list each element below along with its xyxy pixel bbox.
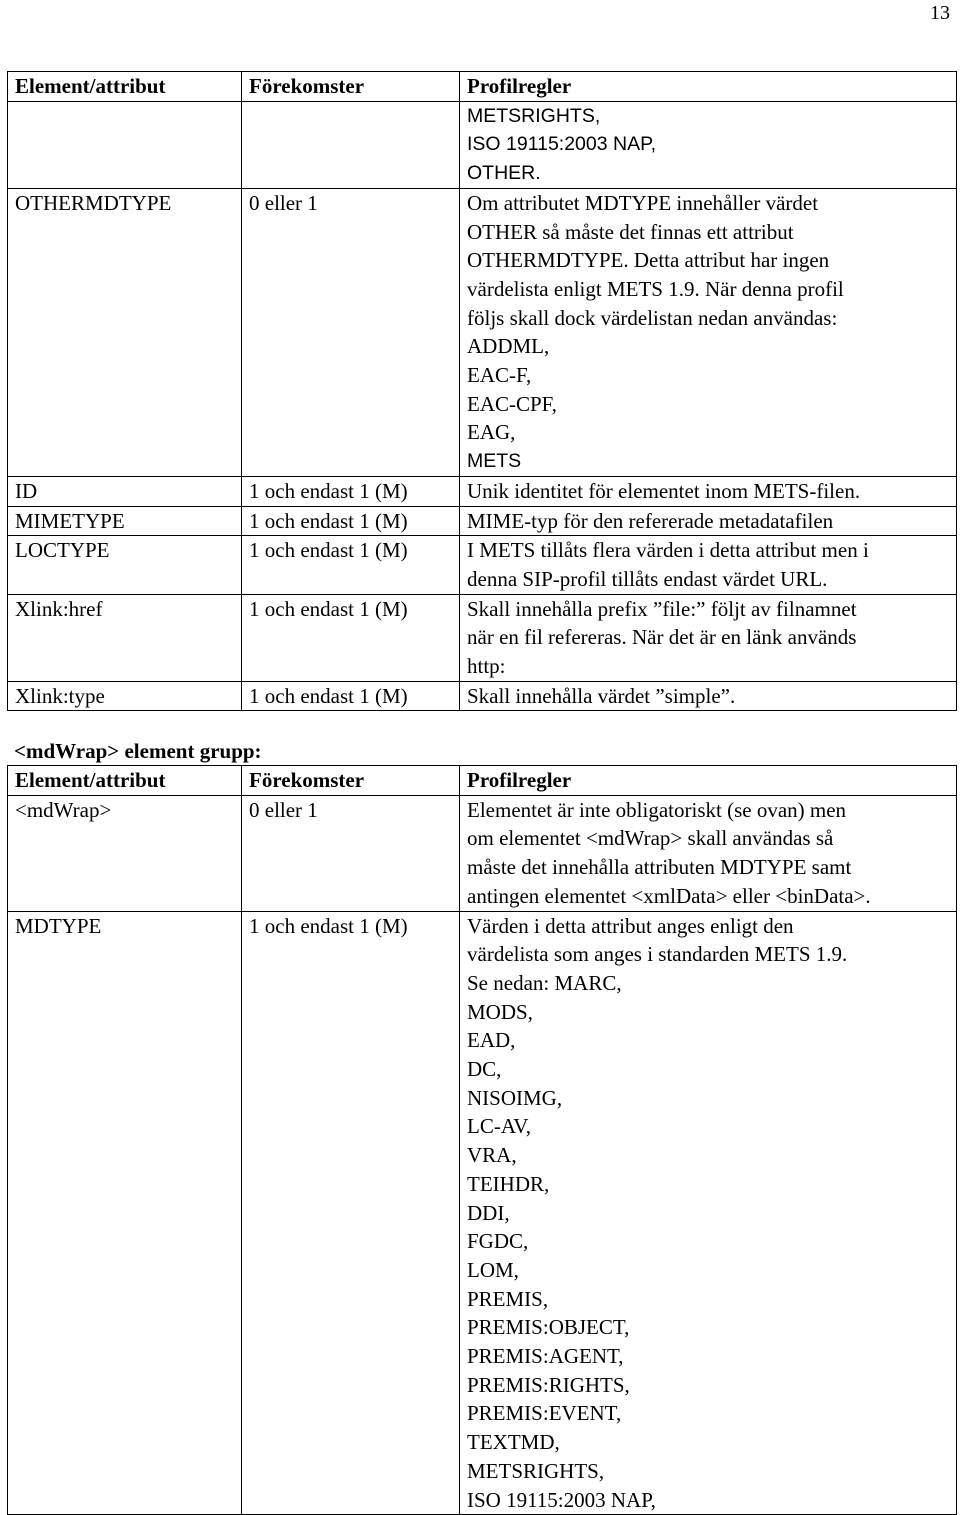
rule-line: måste det innehålla attributen MDTYPE samt [467,855,852,880]
profile-rules-table-2 [7,765,957,1515]
occurrence-cell: 1 och endast 1 (M) [242,681,460,711]
rules-cell [460,536,957,594]
rule-line: METSRIGHTS, [467,1458,605,1483]
rule-line: METSRIGHTS, [467,104,601,127]
rule-line: följs skall dock värdelistan nedan användas: [467,305,838,330]
rule-line: antingen elementet <xmlData> eller <binData>. [467,883,871,908]
rules-cell [460,101,957,188]
rule-line: DDI, [467,1200,510,1225]
element-cell: OTHERMDTYPE [8,188,242,476]
table-row [8,101,957,188]
rule-line: TEIHDR, [467,1171,550,1196]
rule-line: LOM, [467,1257,519,1282]
header-rules: Profilregler [460,766,957,796]
rule-line: om elementet <mdWrap> skall användas så [467,826,834,851]
element-cell: Xlink:type [8,681,242,711]
rule-line: DC, [467,1057,502,1082]
table-row [8,594,957,681]
table-row [8,911,957,1515]
table-row [8,681,957,711]
table-header-row [8,72,957,102]
rule-line: METS [467,450,522,473]
rule-line: MODS, [467,999,533,1024]
rule-line: Värden i detta attribut anges enligt den [467,913,794,938]
header-occurrence: Förekomster [242,766,460,796]
section-heading-mdwrap: <mdWrap> element grupp: [14,739,262,763]
rule-line: OTHERMDTYPE. Detta attribut har ingen [467,248,830,273]
rule-line: EAG, [467,420,516,445]
rule-line: EAD, [467,1028,516,1053]
rule-line: denna SIP-profil tillåts endast värdet URL. [467,566,828,591]
rule-line: EAC-CPF, [467,391,557,416]
rule-line: PREMIS:OBJECT, [467,1315,630,1340]
rules-cell [460,795,957,911]
rule-line: LC-AV, [467,1114,531,1139]
occurrence-cell: 1 och endast 1 (M) [242,594,460,681]
table-header-row [8,766,957,796]
rules-cell [460,594,957,681]
occurrence-cell [242,101,460,188]
occurrence-cell: 1 och endast 1 (M) [242,536,460,594]
rules-cell [460,911,957,1515]
profile-rules-table-1 [7,71,957,711]
occurrence-cell: 0 eller 1 [242,795,460,911]
table-row [8,795,957,911]
rule-line: när en fil refereras. När det är en länk används [467,625,857,650]
rule-line: Skall innehålla prefix ”file:” följt av filnamnet [467,596,857,621]
rule-line: PREMIS:EVENT, [467,1401,622,1426]
rule-line: Skall innehålla värdet ”simple”. [467,683,736,708]
element-cell: LOCTYPE [8,536,242,594]
rule-line: värdelista som anges i standarden METS 1.9. [467,942,848,967]
rule-line: VRA, [467,1143,517,1168]
rule-line: Elementet är inte obligatoriskt (se ovan) men [467,797,847,822]
header-element: Element/attribut [8,766,242,796]
rule-line: I METS tillåts flera värden i detta attribut men i [467,538,869,563]
rule-line: ISO 19115:2003 NAP, [467,133,657,156]
table-row [8,188,957,476]
rule-line: PREMIS:AGENT, [467,1344,624,1369]
element-cell: MDTYPE [8,911,242,1515]
rule-line: Unik identitet för elementet inom METS-filen. [467,478,861,503]
page-number: 13 [930,2,950,24]
element-cell: ID [8,476,242,506]
header-rules: Profilregler [460,72,957,102]
occurrence-cell: 1 och endast 1 (M) [242,506,460,536]
rules-cell [460,188,957,476]
occurrence-cell: 0 eller 1 [242,188,460,476]
header-element: Element/attribut [8,72,242,102]
element-cell: Xlink:href [8,594,242,681]
table-row [8,476,957,506]
rule-line: Om attributet MDTYPE innehåller värdet [467,190,819,215]
table-row [8,536,957,594]
rules-cell [460,681,957,711]
element-cell [8,101,242,188]
header-occurrence: Förekomster [242,72,460,102]
rule-line: Se nedan: MARC, [467,970,622,995]
rule-line: FGDC, [467,1229,529,1254]
rule-line: ISO 19115:2003 NAP, [467,1487,656,1512]
rules-cell [460,476,957,506]
rule-line: PREMIS, [467,1286,549,1311]
occurrence-cell: 1 och endast 1 (M) [242,476,460,506]
rule-line: MIME-typ för den refererade metadatafilen [467,508,834,533]
rule-line: ADDML, [467,334,550,359]
rule-line: PREMIS:RIGHTS, [467,1372,630,1397]
table-row [8,506,957,536]
rule-line: OTHER så måste det finnas ett attribut [467,219,794,244]
occurrence-cell: 1 och endast 1 (M) [242,911,460,1515]
rule-line: OTHER. [467,162,541,185]
rule-line: TEXTMD, [467,1430,560,1455]
rule-line: EAC-F, [467,363,532,388]
element-cell: <mdWrap> [8,795,242,911]
rules-cell [460,506,957,536]
rule-line: NISOIMG, [467,1085,563,1110]
rule-line: värdelista enligt METS 1.9. När denna profil [467,276,844,301]
rule-line: http: [467,654,506,679]
element-cell: MIMETYPE [8,506,242,536]
